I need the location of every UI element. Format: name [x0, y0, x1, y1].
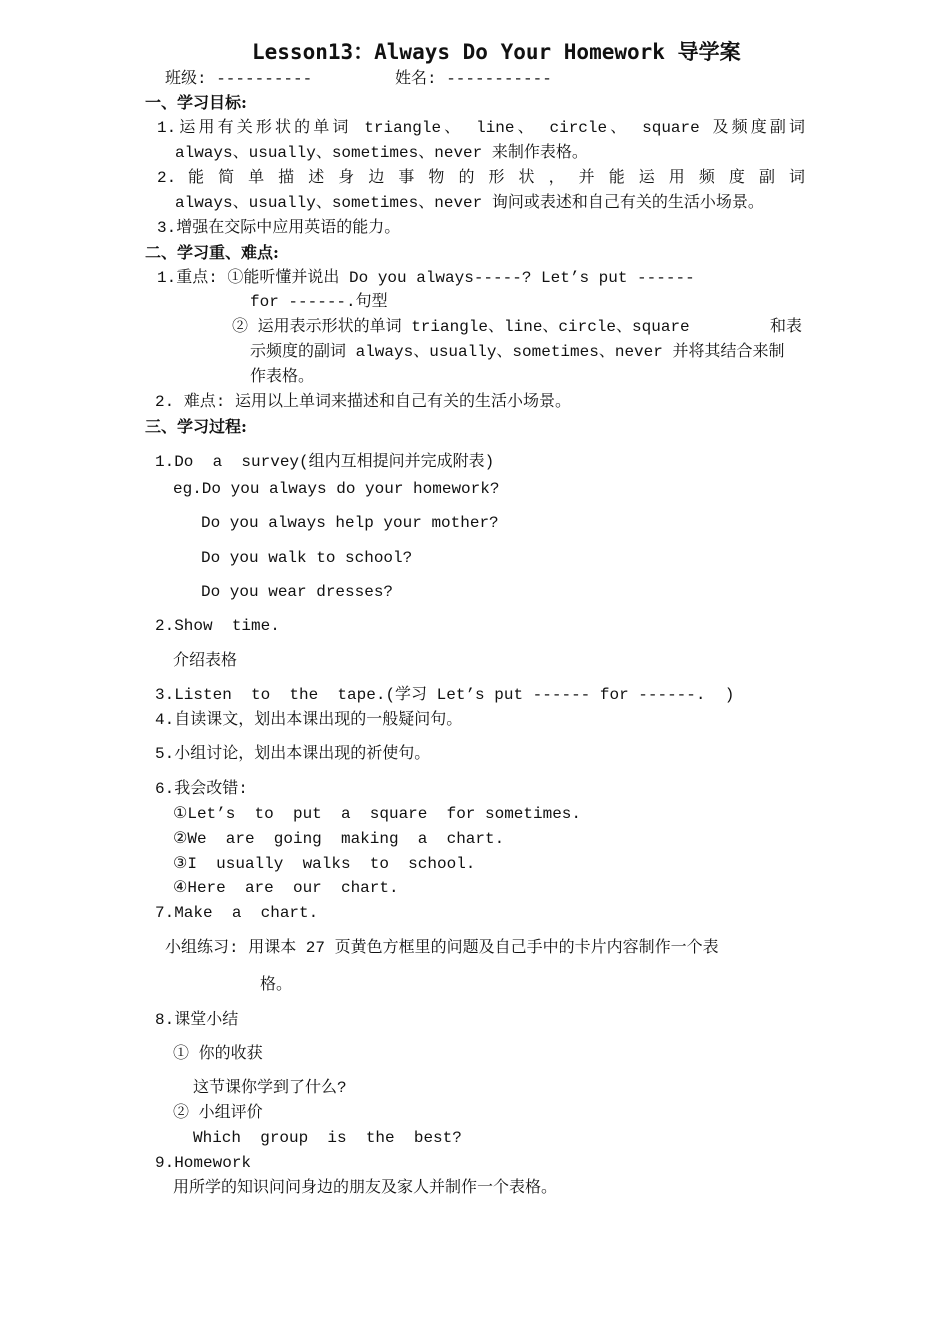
example-3: Do you walk to school? — [201, 549, 413, 567]
step-9: 9.Homework — [155, 1154, 252, 1172]
key-point-1-line2: for ------.句型 — [250, 293, 388, 311]
section2-heading: 二、学习重、难点: — [145, 243, 279, 262]
section1-heading: 一、学习目标: — [145, 93, 247, 112]
step-7: 7.Make a chart. — [155, 904, 319, 922]
key-point-2-line1: ② 运用表示形状的单词 triangle、line、circle、square — [232, 318, 690, 336]
step-2: 2.Show time. — [155, 617, 280, 635]
group-practice-line2: 格。 — [260, 976, 293, 994]
summary-2-question: Which group is the best? — [193, 1129, 462, 1147]
homework-task: 用所学的知识问问身边的朋友及家人并制作一个表格。 — [173, 1179, 558, 1197]
step-5: 5.小组讨论，划出本课出现的祈使句。 — [155, 745, 431, 763]
key-point-1-line1: 1.重点: ①能听懂并说出 Do you always-----? Let’s put ------ — [157, 269, 695, 287]
summary-2: ② 小组评价 — [173, 1104, 263, 1122]
error-sentence-4: ④Here are our chart. — [173, 879, 399, 897]
error-sentence-3: ③I usually walks to school. — [173, 855, 476, 873]
objective-1-line1: 1.运用有关形状的单词 triangle、 line、 circle、 square 及频度副词 — [157, 119, 805, 137]
step-8: 8.课堂小结 — [155, 1011, 239, 1029]
error-sentence-2: ②We are going making a chart. — [173, 830, 505, 848]
group-practice-line1: 小组练习: 用课本 27 页黄色方框里的问题及自己手中的卡片内容制作一个表 — [165, 939, 719, 957]
step-2-sub: 介绍表格 — [173, 652, 238, 670]
step-4: 4.自读课文，划出本课出现的一般疑问句。 — [155, 711, 463, 729]
class-field: 班级: ---------- — [165, 70, 313, 88]
example-4: Do you wear dresses? — [201, 583, 394, 601]
example-1: eg.Do you always do your homework? — [173, 480, 500, 498]
objective-2-line2: always、usually、sometimes、never 询问或表述和自己有关的生活小场景。 — [175, 194, 764, 212]
step-3: 3.Listen to the tape.(学习 Let’s put ------ for ------. ) — [155, 686, 735, 704]
step-6: 6.我会改错: — [155, 780, 248, 798]
summary-1-question: 这节课你学到了什么? — [193, 1079, 347, 1097]
example-2: Do you always help your mother? — [201, 514, 499, 532]
error-sentence-1: ①Let’s to put a square for sometimes. — [173, 805, 582, 823]
page-title: Lesson13：Always Do Your Homework 导学案 — [252, 40, 741, 64]
difficult-point: 2. 难点: 运用以上单词来描述和自己有关的生活小场景。 — [155, 393, 572, 411]
summary-1: ① 你的收获 — [173, 1045, 263, 1063]
key-point-2-line3: 作表格。 — [250, 368, 315, 386]
key-point-2-line2: 示频度的副词 always、usually、sometimes、never 并将其结合来制 — [250, 343, 785, 361]
key-point-2-line1-end: 和表 — [770, 318, 803, 336]
objective-1-line2: always、usually、sometimes、never 来制作表格。 — [175, 144, 588, 162]
objective-3: 3.增强在交际中应用英语的能力。 — [157, 219, 401, 237]
step-1: 1.Do a survey(组内互相提问并完成附表) — [155, 453, 495, 471]
objective-2-line1: 2. 能 简 单 描 述 身 边 事 物 的 形 状 ， 并 能 运 用 频 度 副 词 — [157, 169, 805, 187]
section3-heading: 三、学习过程: — [145, 417, 247, 436]
name-field: 姓名: ----------- — [395, 70, 552, 88]
